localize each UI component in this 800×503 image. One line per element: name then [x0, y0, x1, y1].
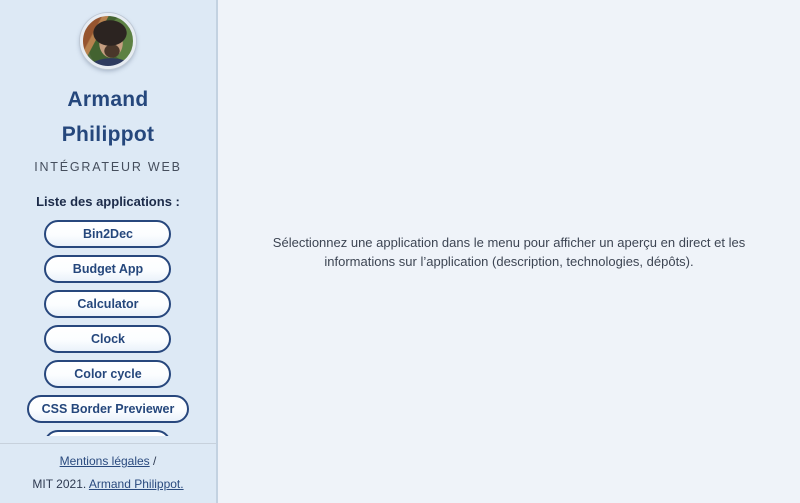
- footer-legal-line: [0, 453, 216, 470]
- profile-avatar: [80, 13, 136, 69]
- footer-separator: /: [153, 454, 157, 468]
- apps-nav: [27, 220, 190, 436]
- app-button-bin2dec[interactable]: Bin2Dec: [44, 220, 171, 248]
- profile-name: Armand Philippot: [61, 88, 155, 146]
- app-button-css-border-previewer[interactable]: CSS Border Previewer: [27, 395, 190, 423]
- app-button-color-cycle[interactable]: Color cycle: [44, 360, 171, 388]
- legal-notice-link[interactable]: Mentions légales: [59, 454, 150, 468]
- app-button-partial[interactable]: [44, 430, 171, 436]
- footer-license-line: [0, 476, 216, 493]
- app-button-calculator[interactable]: Calculator: [44, 290, 171, 318]
- main-content: [218, 0, 800, 503]
- app-button-clock[interactable]: Clock: [44, 325, 171, 353]
- author-link[interactable]: Armand Philippot.: [88, 477, 184, 491]
- sidebar: [0, 0, 218, 503]
- license-text: MIT 2021.: [32, 477, 87, 491]
- apps-list-heading: Liste des applications :: [36, 194, 180, 209]
- sidebar-footer: [0, 443, 216, 503]
- profile-job-title: INTÉGRATEUR WEB: [34, 160, 182, 174]
- app-button-budget-app[interactable]: Budget App: [44, 255, 171, 283]
- app-preview-placeholder: Sélectionnez une application dans le menu pour afficher un aperçu en direct et les informations sur l’application (description, technologies, dépôts).: [272, 234, 746, 269]
